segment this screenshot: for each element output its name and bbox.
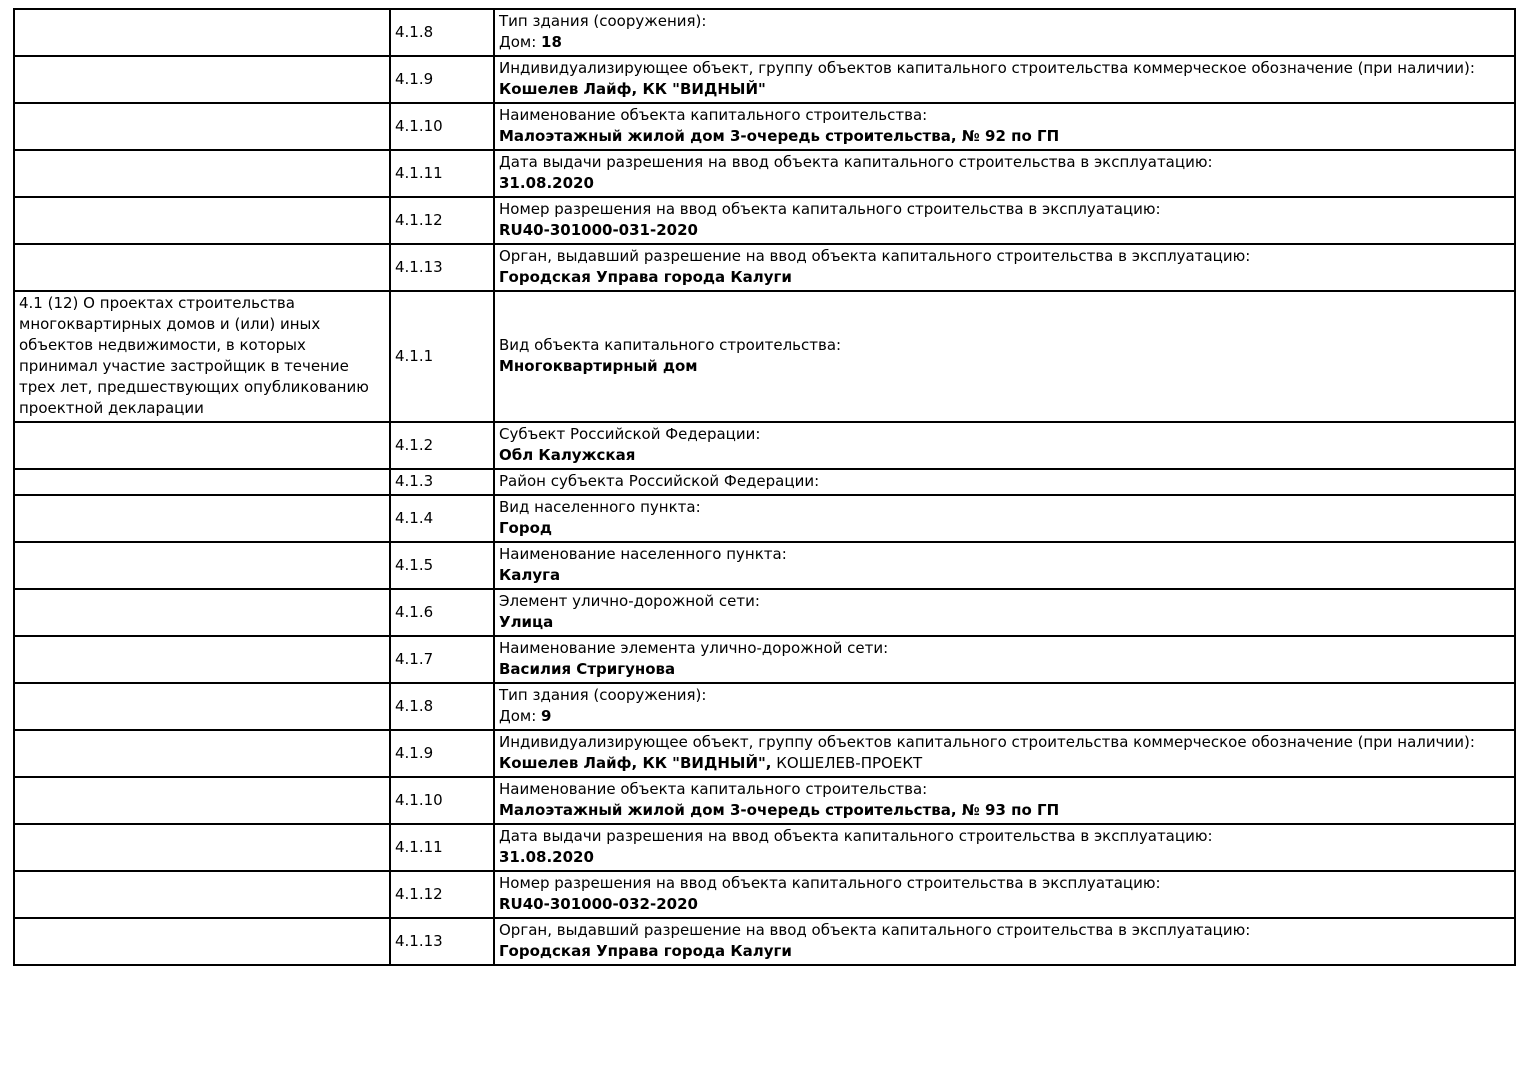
section-cell (14, 103, 390, 150)
table-row (14, 871, 1515, 918)
section-cell (14, 56, 390, 103)
row-label: Тип здания (сооружения): (499, 12, 707, 30)
table-row (14, 197, 1515, 244)
row-value (499, 220, 1510, 241)
row-value (499, 356, 1510, 377)
row-value (499, 518, 1510, 539)
row-number-cell (390, 730, 494, 777)
row-label: Наименование элемента улично-дорожной сети: (499, 639, 889, 657)
row-number: 4.1.11 (395, 163, 443, 182)
content-cell (494, 469, 1515, 495)
table-row (14, 103, 1515, 150)
content-cell (494, 244, 1515, 291)
row-value-part: Калуга (499, 566, 561, 584)
row-value (499, 126, 1510, 147)
row-value-part: Город (499, 519, 553, 537)
row-value (499, 32, 1510, 53)
section-cell (14, 291, 390, 422)
row-value-part: Городская Управа города Калуги (499, 942, 792, 960)
row-value (499, 267, 1510, 288)
table-row (14, 730, 1515, 777)
row-value-part: Обл Калужская (499, 446, 636, 464)
table-row (14, 542, 1515, 589)
row-label: Индивидуализирующее объект, группу объектов капитального строительства коммерческое обозначение (при наличии): (499, 733, 1475, 751)
row-value (499, 800, 1510, 821)
row-number: 4.1.10 (395, 116, 443, 135)
content-cell (494, 683, 1515, 730)
section-cell (14, 542, 390, 589)
row-number: 4.1.2 (395, 435, 434, 454)
row-value-part: Многоквартирный дом (499, 357, 698, 375)
content-cell (494, 636, 1515, 683)
row-number-cell (390, 871, 494, 918)
row-value (499, 659, 1510, 680)
row-number: 4.1.12 (395, 884, 443, 903)
row-value-part: Василия Стригунова (499, 660, 676, 678)
row-number: 4.1.8 (395, 22, 434, 41)
content-cell (494, 824, 1515, 871)
row-number: 4.1.10 (395, 790, 443, 809)
row-value-part: Малоэтажный жилой дом 3-очередь строительства, № 93 по ГП (499, 801, 1060, 819)
row-label: Элемент улично-дорожной сети: (499, 592, 760, 610)
section-cell (14, 495, 390, 542)
row-number-cell (390, 197, 494, 244)
row-value (499, 565, 1510, 586)
row-number-cell (390, 56, 494, 103)
row-number-cell (390, 542, 494, 589)
row-number-cell (390, 824, 494, 871)
section-cell (14, 636, 390, 683)
content-cell (494, 777, 1515, 824)
row-number-cell (390, 495, 494, 542)
table-row (14, 824, 1515, 871)
row-number-cell (390, 9, 494, 56)
row-value-part: RU40-301000-031-2020 (499, 221, 698, 239)
section-cell (14, 918, 390, 965)
row-value-part: 31.08.2020 (499, 848, 594, 866)
table-row (14, 777, 1515, 824)
section-cell (14, 871, 390, 918)
row-value-part: Дом: (499, 707, 542, 725)
table-row (14, 589, 1515, 636)
row-number: 4.1.12 (395, 210, 443, 229)
content-cell (494, 918, 1515, 965)
section-cell (14, 469, 390, 495)
row-label: Тип здания (сооружения): (499, 686, 707, 704)
table-row (14, 683, 1515, 730)
row-label: Вид населенного пункта: (499, 498, 701, 516)
row-number: 4.1.9 (395, 69, 434, 88)
row-number: 4.1.1 (395, 346, 434, 365)
row-label: Наименование объекта капитального строительства: (499, 106, 928, 124)
row-number-cell (390, 683, 494, 730)
section-cell (14, 777, 390, 824)
row-number: 4.1.13 (395, 931, 443, 950)
row-label: Район субъекта Российской Федерации: (499, 472, 820, 490)
table-row (14, 244, 1515, 291)
content-cell (494, 422, 1515, 469)
row-label: Наименование объекта капитального строительства: (499, 780, 928, 798)
row-number: 4.1.5 (395, 555, 434, 574)
row-number-cell (390, 636, 494, 683)
row-value-part: Кошелев Лайф, КК "ВИДНЫЙ" (499, 80, 766, 98)
section-cell (14, 422, 390, 469)
row-value (499, 847, 1510, 868)
row-value (499, 445, 1510, 466)
section-cell (14, 589, 390, 636)
row-number: 4.1.11 (395, 837, 443, 856)
row-label: Орган, выдавший разрешение на ввод объекта капитального строительства в эксплуатацию: (499, 921, 1251, 939)
table-row (14, 9, 1515, 56)
row-number-cell (390, 777, 494, 824)
row-value (499, 941, 1510, 962)
table-row (14, 291, 1515, 422)
row-number: 4.1.9 (395, 743, 434, 762)
row-label: Индивидуализирующее объект, группу объектов капитального строительства коммерческое обозначение (при наличии): (499, 59, 1475, 77)
content-cell (494, 56, 1515, 103)
row-number: 4.1.3 (395, 472, 434, 490)
row-value-part: RU40-301000-032-2020 (499, 895, 698, 913)
section-cell (14, 150, 390, 197)
row-value (499, 612, 1510, 633)
row-label: Дата выдачи разрешения на ввод объекта капитального строительства в эксплуатацию: (499, 153, 1213, 171)
row-value-part: КОШЕЛЕВ-ПРОЕКТ (771, 754, 923, 772)
row-value (499, 79, 1510, 100)
row-number: 4.1.13 (395, 257, 443, 276)
table-row (14, 56, 1515, 103)
row-value (499, 753, 1510, 774)
content-cell (494, 495, 1515, 542)
content-cell (494, 871, 1515, 918)
row-number-cell (390, 918, 494, 965)
row-value (499, 894, 1510, 915)
row-number-cell (390, 103, 494, 150)
table-row (14, 422, 1515, 469)
section-cell (14, 730, 390, 777)
row-number-cell (390, 244, 494, 291)
row-label: Наименование населенного пункта: (499, 545, 787, 563)
row-value-part: Кошелев Лайф, КК "ВИДНЫЙ", (499, 754, 772, 772)
row-number: 4.1.4 (395, 508, 434, 527)
section-text: 4.1 (12) О проектах строительства многоквартирных домов и (или) иных объектов недвижимости, в которых принимал участие застройщик в течение трех лет, предшествующих опубликованию проектной декларации (19, 294, 369, 417)
row-value-part: Улица (499, 613, 554, 631)
content-cell (494, 197, 1515, 244)
content-cell (494, 150, 1515, 197)
row-number: 4.1.7 (395, 649, 434, 668)
row-number-cell (390, 589, 494, 636)
section-cell (14, 9, 390, 56)
row-number-cell (390, 291, 494, 422)
row-value (499, 173, 1510, 194)
table-row (14, 469, 1515, 495)
table-row (14, 495, 1515, 542)
content-cell (494, 730, 1515, 777)
row-label: Номер разрешения на ввод объекта капитального строительства в эксплуатацию: (499, 874, 1161, 892)
row-label: Дата выдачи разрешения на ввод объекта капитального строительства в эксплуатацию: (499, 827, 1213, 845)
row-label: Номер разрешения на ввод объекта капитального строительства в эксплуатацию: (499, 200, 1161, 218)
row-label: Субъект Российской Федерации: (499, 425, 761, 443)
content-cell (494, 103, 1515, 150)
section-cell (14, 683, 390, 730)
row-number-cell (390, 150, 494, 197)
declaration-table (13, 8, 1516, 966)
row-value-part: Дом: (499, 33, 542, 51)
row-label: Орган, выдавший разрешение на ввод объекта капитального строительства в эксплуатацию: (499, 247, 1251, 265)
row-value-part: Городская Управа города Калуги (499, 268, 792, 286)
table-row (14, 918, 1515, 965)
row-value (499, 706, 1510, 727)
table-row (14, 636, 1515, 683)
table-body (14, 9, 1515, 965)
content-cell (494, 589, 1515, 636)
row-number: 4.1.6 (395, 602, 434, 621)
content-cell (494, 9, 1515, 56)
row-number-cell (390, 469, 494, 495)
row-number: 4.1.8 (395, 696, 434, 715)
section-cell (14, 244, 390, 291)
row-value-part: 18 (541, 33, 562, 51)
section-cell (14, 824, 390, 871)
row-label: Вид объекта капитального строительства: (499, 336, 842, 354)
table-row (14, 150, 1515, 197)
row-value-part: 9 (541, 707, 552, 725)
section-cell (14, 197, 390, 244)
content-cell (494, 542, 1515, 589)
row-value-part: 31.08.2020 (499, 174, 594, 192)
row-value-part: Малоэтажный жилой дом 3-очередь строительства, № 92 по ГП (499, 127, 1060, 145)
row-number-cell (390, 422, 494, 469)
content-cell (494, 291, 1515, 422)
